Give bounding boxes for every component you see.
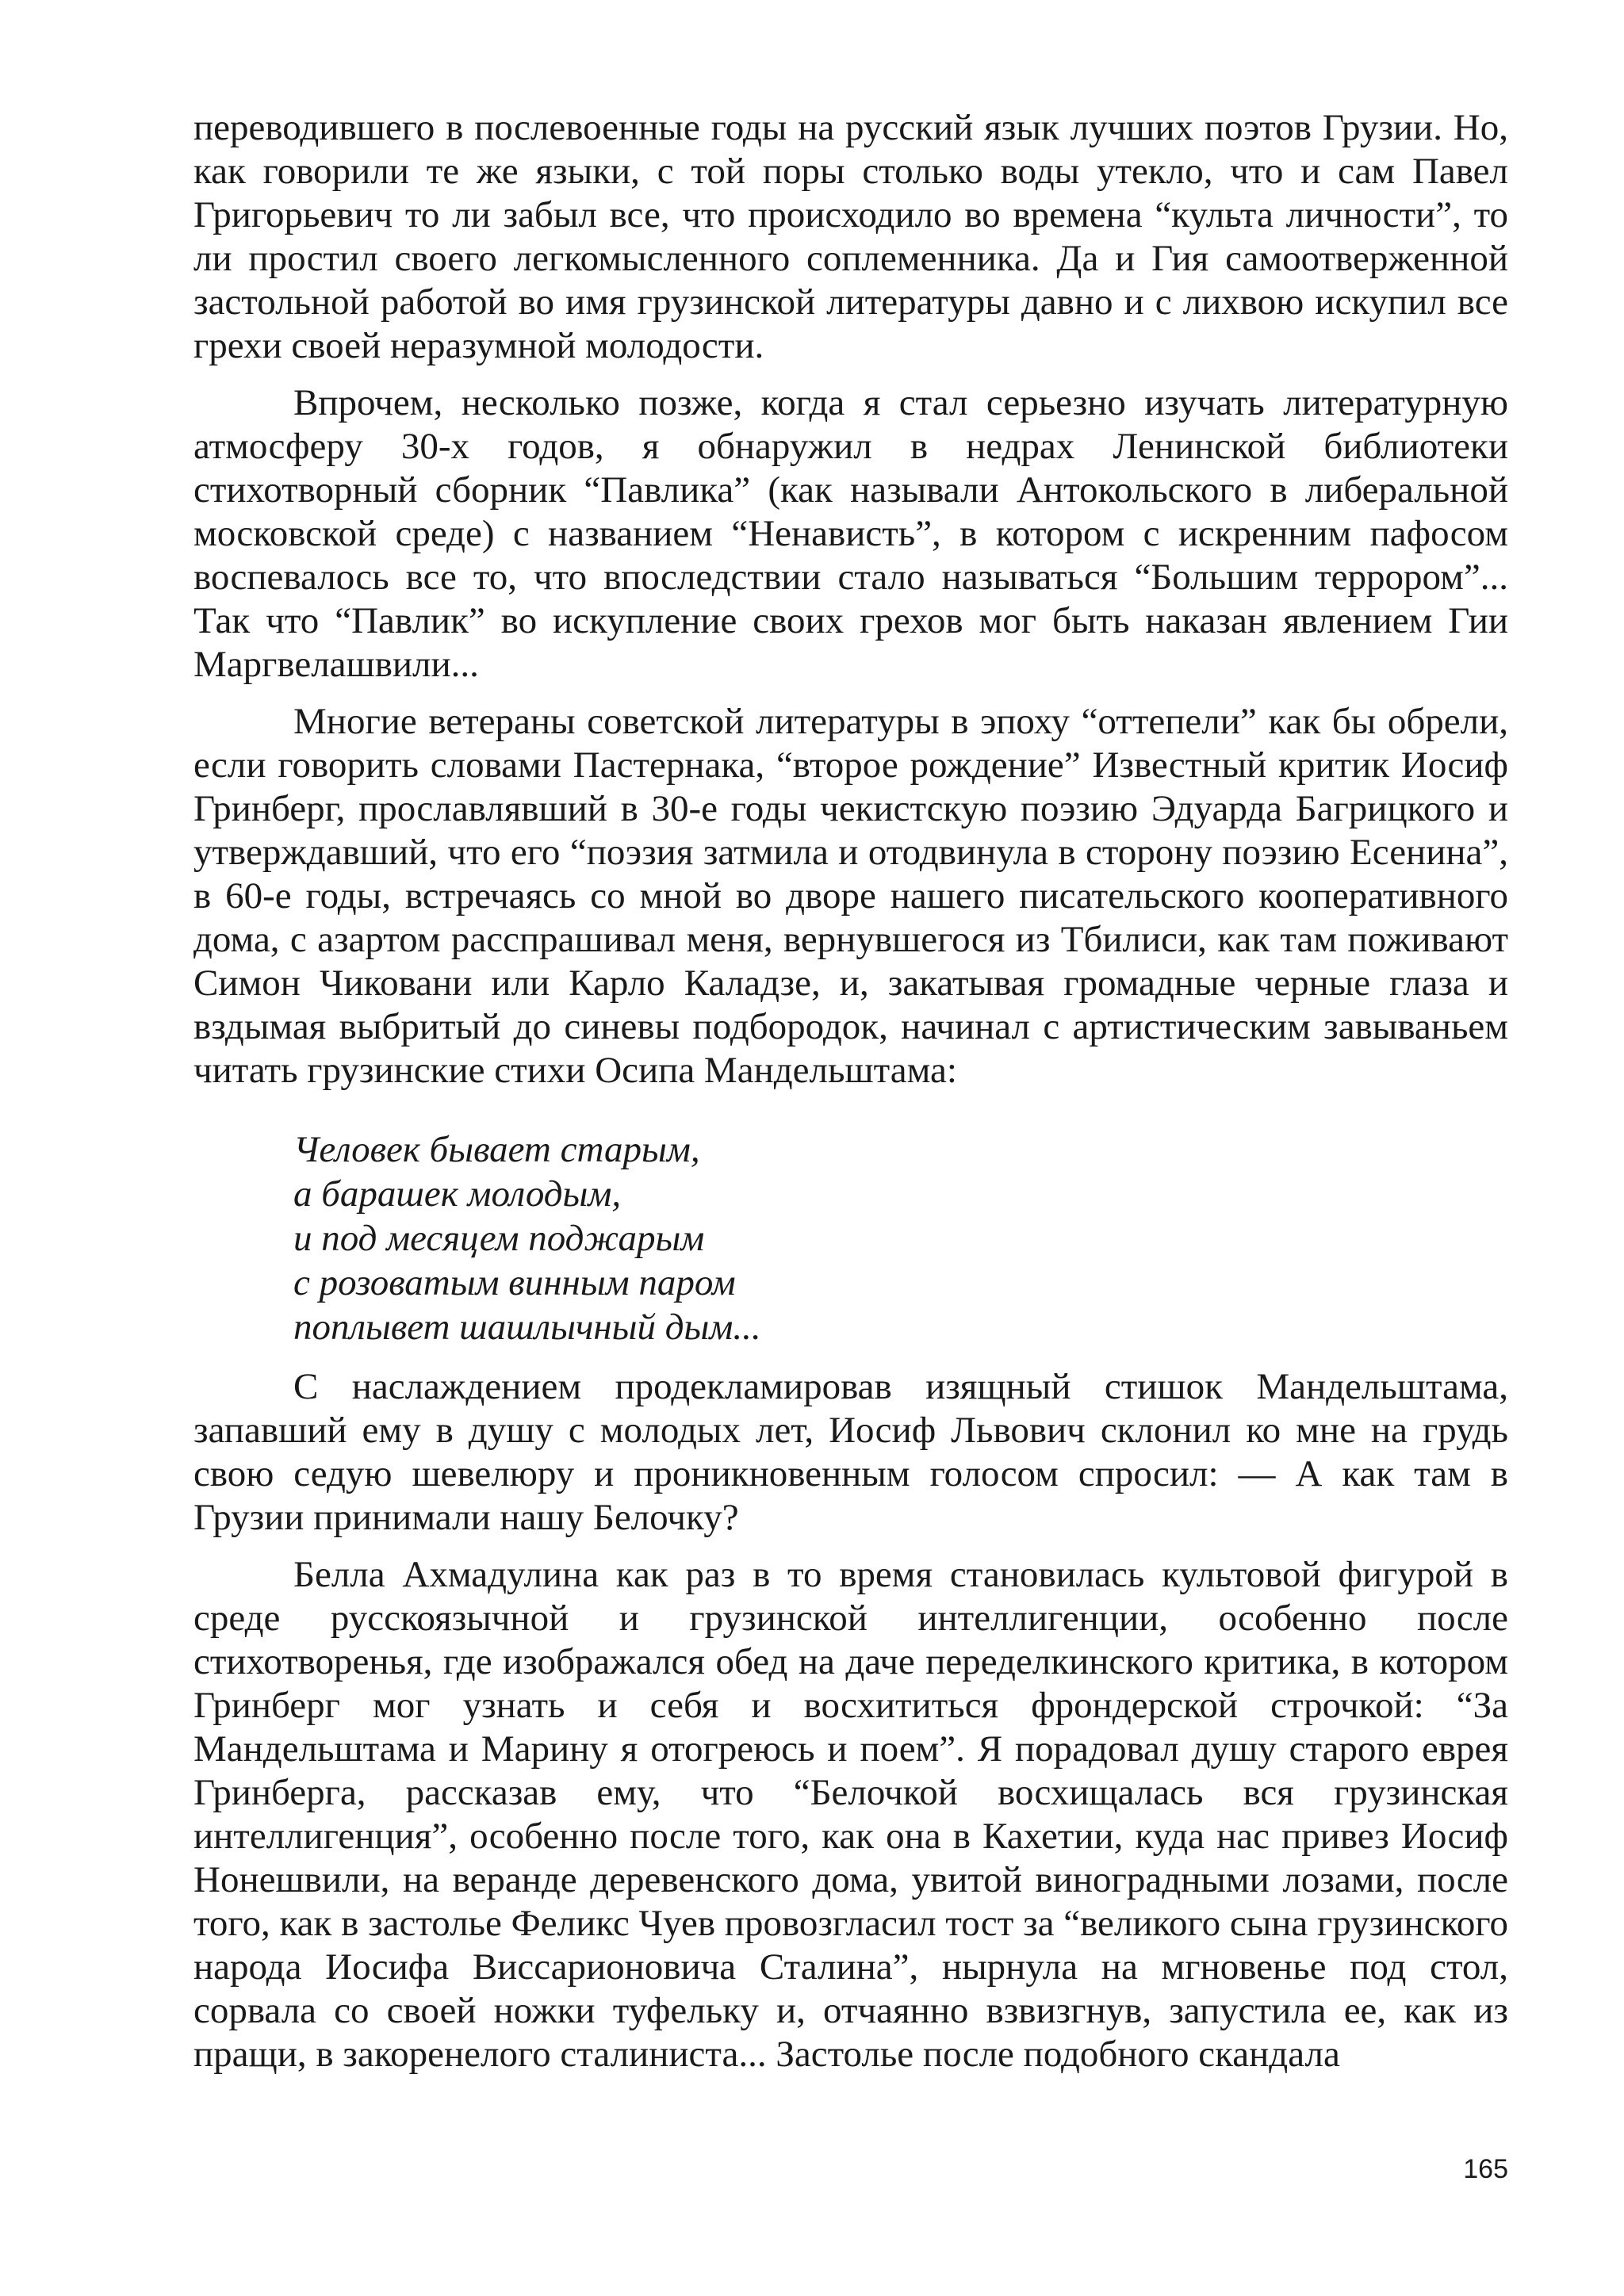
poem-line: и под месяцем поджарым xyxy=(293,1218,705,1259)
paragraph-continued: переводившего в послевоенные годы на русский язык лучших поэтов Грузии. Но, как говорили те же языки, с той поры столько воды утекло, что и сам Павел Григорьевич то ли забыл все, что происходило во времена “культа личности”, то ли простил своего легкомысленного соплеменника. Да и Гия самоотверженной застольной работой во имя грузинской литературы давно и с лихвою искупил все грехи своей неразумной молодости. xyxy=(193,107,1508,366)
poem-line: поплывет шашлычный дым... xyxy=(293,1307,761,1348)
poem-quote xyxy=(293,1127,1508,1349)
page-body xyxy=(193,106,1508,2090)
paragraph: Белла Ахмадулина как раз в то время становилась культовой фигурой в среде русскоязычной и грузинской интеллигенции, особенно после стихотворенья, где изображался обед на даче переделкинского критика, в котором Гринберг мог узнать и себя и восхититься фрондерской строчкой: “За Мандельштама и Марину я отогреюсь и поем”. Я порадовал душу старого еврея Гринберга, рассказав ему, что “Белочкой восхищалась вся грузинская интеллигенция”, особенно после того, как она в Кахетии, куда нас привез Иосиф Нонешвили, на веранде деревенского дома, увитой виноградными лозами, после того, как в застолье Феликс Чуев провозгласил тост за “великого сына грузинского народа Иосифа Виссарионовича Сталина”, нырнула на мгновенье под стол, сорвала со своей ножки туфельку и, отчаянно взвизгнув, запустила ее, как из пращи, в закоренелого сталиниста... Застолье после подобного скандала xyxy=(193,1554,1508,2075)
page-number: 165 xyxy=(1463,2154,1508,2184)
poem-line: Человек бывает старым, xyxy=(293,1129,700,1170)
paragraph: Многие ветераны советской литературы в эпоху “оттепели” как бы обрели, если говорить словами Пастернака, “второе рождение” Известный критик Иосиф Гринберг, прославлявший в 30-е годы чекистскую поэзию Эдуарда Багрицкого и утверждавший, что его “поэзия затмила и отодвинула в сторону поэзию Есенина”, в 60-е годы, встречаясь со мной во дворе нашего писательского кооперативного дома, с азартом расспрашивал меня, вернувшегося из Тбилиси, как там поживают Симон Чиковани или Карло Каладзе, и, закатывая громадные черные глаза и вздымая выбритый до синевы подбородок, начинал с артистическим завываньем читать грузинские стихи Осипа Мандельштама: xyxy=(193,701,1508,1091)
paragraph: Впрочем, несколько позже, когда я стал серьезно изучать литературную атмосферу 30-х годов, я обнаружил в недрах Ленинской библиотеки стихотворный сборник “Павлика” (как называли Антокольского в либеральной московской среде) с названием “Ненависть”, в котором с искренним пафосом воспевалось все то, что впоследствии стало называться “Большим террором”... Так что “Павлик” во искупление своих грехов мог быть наказан явлением Гии Маргвелашвили... xyxy=(193,382,1508,685)
poem-line: с розоватым винным паром xyxy=(293,1262,736,1303)
poem-line: а барашек молодым, xyxy=(293,1173,622,1215)
paragraph: С наслаждением продекламировав изящный стишок Мандельштама, запавший ему в душу с молодых лет, Иосиф Львович склонил ко мне на грудь свою седую шевелюру и проникновенным голосом спросил: — А как там в Грузии принимали нашу Белочку? xyxy=(193,1366,1508,1538)
